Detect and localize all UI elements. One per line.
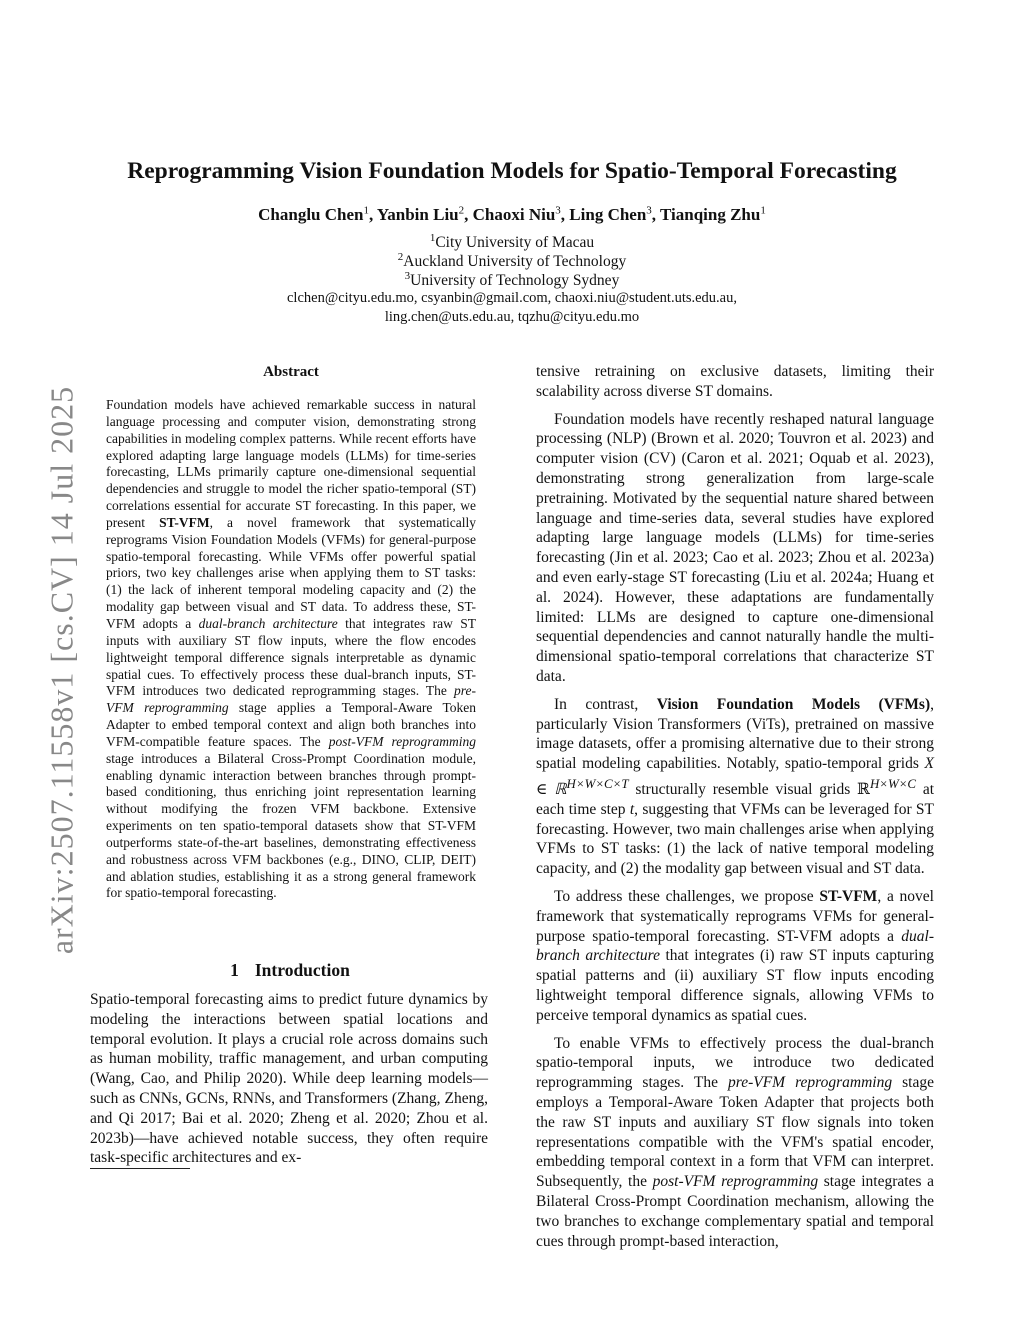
paragraph: Foundation models have recently reshaped natural language processing (NLP) (Brown et al. 2020; Touvron et al. 2023) and computer vision (CV) (Caron et al. 2021; Oquab et al. 2023), demonstrating strong generalization from large-scale pretraining. Motivated by the sequential nature shared between language and time-series data, several studies have explored adapting large language models (LLMs) for time-series forecasting (Jin et al. 2023; Cao et al. 2023; Zhou et al. 2023a) and even early-stage ST forecasting (Liu et al. 2024a; Huang et al. 2024). However, these adaptations are fundamentally limited: LLMs are designed to capture one-dimensional sequential dependencies and cannot naturally handle the multi-dimensional spatio-temporal correlations that characterize ST data. [536,410,934,685]
paragraph: tensive retraining on exclusive datasets, limiting their scalability across diverse ST domains. [536,363,934,400]
author: Tianqing Zhu$^1$ [660,204,766,224]
email-line: clchen@cityu.edu.mo, csyanbin@gmail.com, chaoxi.niu@student.uts.edu.au, [287,290,737,306]
paper-title: Reprogramming Vision Foundation Models for Spatio-Temporal Forecasting [127,158,897,184]
affiliation: $^3$University of Technology Sydney [404,270,620,290]
paragraph: In contrast, Vision Foundation Models (VFMs), particularly Vision Transformers (ViTs), pretrained on massive image datasets, offer a promising alternative due to their strong spatial modeling capabilities. Notably, spatio-temporal grids X ∈ ℝ$^{H\times W\times C\times T}$ structurally resemble visual grids ℝ$^{H\times W\times C}$ at each time step t, suggesting that VFMs can be leveraged for ST forecasting. However, two main challenges arise when applying VFMs to ST tasks: (1) the lack of native temporal modeling capacity, and (2) the modality gap between visual and ST data. [536,695,935,878]
author: Ling Chen$^3$, [569,204,660,224]
footnote-rule [90,1168,190,1169]
section-heading: 1 Introduction [230,960,350,980]
affiliation: $^2$Auckland University of Technology [397,251,627,271]
affiliation: $^1$City University of Macau [429,232,595,252]
author: Chaoxi Niu$^3$, [472,204,570,224]
author: Yanbin Liu$^2$, [376,204,473,224]
right-column [536,362,934,1259]
email-line: ling.chen@uts.edu.au, tqzhu@cityu.edu.mo [384,309,640,325]
author: Changlu Chen$^1$, [258,204,377,224]
abstract-heading: Abstract [263,364,319,380]
author-list [0,204,1024,225]
paragraph: To address these challenges, we propose ST-VFM, a novel framework that systematically reprograms VFMs for general-purpose spatio-temporal forecasting. ST-VFM adopts a dual-branch architecture that integrates (i) raw ST inputs capturing spatial patterns and (ii) auxiliary ST flow inputs encoding lightweight temporal difference signals, allowing VFMs to perceive temporal dynamics as spatial cues. [536,888,934,1024]
abstract-body: Foundation models have achieved remarkable success in natural language processing and computer vision, demonstrating strong capabilities in modeling complex patterns. While recent efforts have explored adapting large language models (LLMs) for time-series forecasting, LLMs primarily capture one-dimensional sequential dependencies and struggle to model the richer spatio-temporal (ST) correlations essential for accurate ST forecasting. In this paper, we present ST-VFM, a novel framework that systematically reprograms Vision Foundation Models (VFMs) for general-purpose spatio-temporal forecasting. While VFMs offer powerful spatial priors, two key challenges arise when applying them to ST tasks: (1) the lack of inherent temporal modeling capacity and (2) the modality gap between visual and ST data. To address these, ST-VFM adopts a dual-branch architecture that integrates raw ST inputs with auxiliary ST flow inputs, where the flow encodes lightweight temporal difference signals interpretable as dynamic spatial cues. To effectively process these dual-branch inputs, ST-VFM introduces two dedicated reprogramming stages. The pre-VFM reprogramming stage applies a Temporal-Aware Token Adapter to embed temporal context and align both branches into VFM-compatible feature spaces. The post-VFM reprogramming stage introduces a Bilateral Cross-Prompt Coordination module, enabling dynamic interaction between branches through prompt-based conditioning, thus enriching joint representation learning without modifying the frozen VFM backbone. Extensive experiments on ten spatio-temporal datasets show that ST-VFM outperforms state-of-the-art baselines, demonstrating effectiveness and robustness across VFM backbones (e.g., DINO, CLIP, DEIT) and ablation studies, establishing it as a strong general framework for spatio-temporal forecasting. [106,397,477,901]
paragraph: To enable VFMs to effectively process the dual-branch spatio-temporal inputs, we introduce two dedicated reprogramming stages. The pre-VFM reprogramming stage employs a Temporal-Aware Token Adapter that projects both the raw ST inputs and auxiliary ST flow signals into token representations compatible with the VFM's spatial encoder, embedding temporal context in a form that VFM can interpret. Subsequently, the post-VFM reprogramming stage integrates a Bilateral Cross-Prompt Coordination mechanism, allowing the two branches to exchange complementary spatial and temporal cues through prompt-based interaction, [536,1034,934,1250]
arxiv-identifier: arXiv:2507.11558v1 [cs.CV] 14 Jul 2025 [43,385,80,955]
intro-paragraph: Spatio-temporal forecasting aims to predict future dynamics by modeling the interactions between spatial locations and temporal evolution. It plays a crucial role across domains such as human mobility, traffic management, and urban computing (Wang, Cao, and Philip 2020). While deep learning models—such as CNNs, GCNs, RNNs, and Transformers (Zhang, Zheng, and Qi 2017; Bai et al. 2020; Zheng et al. 2020; Zhou et al. 2023b)—have achieved notable success, they often require task-specific architectures and ex- [90,991,488,1167]
